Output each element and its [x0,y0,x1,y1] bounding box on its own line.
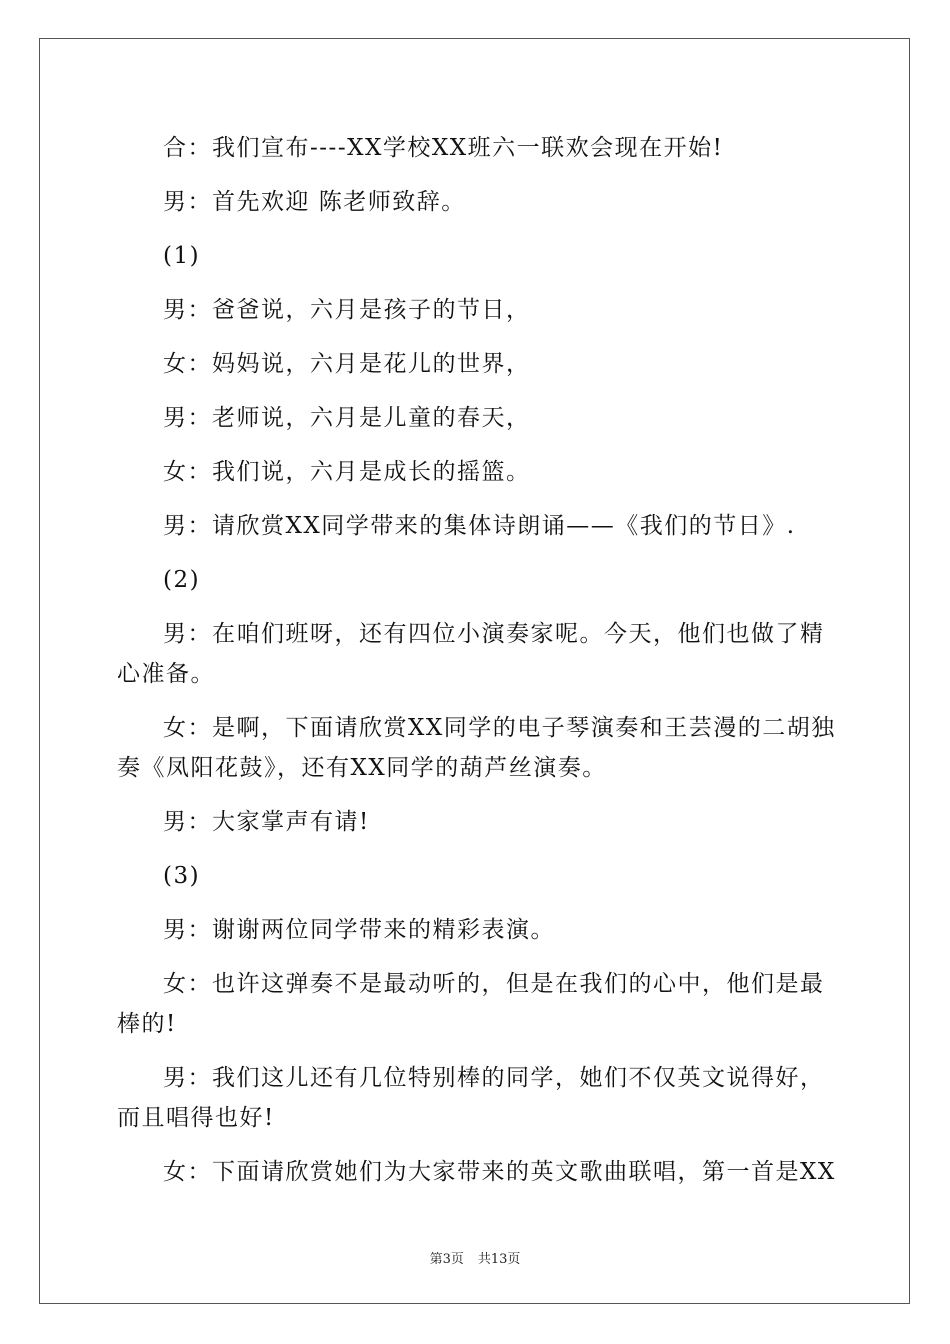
paragraph: (2) [163,567,201,593]
paragraph: 男：我们这儿还有几位特别棒的同学，她们不仅英文说得好，而且唱得也好! [117,1065,825,1131]
page-footer [0,1248,950,1267]
paragraph: 女：是啊，下面请欣赏XX同学的电子琴演奏和王芸漫的二胡独奏《凤阳花鼓》，还有XX同学的葫芦丝演奏。 [117,715,836,781]
paragraph: 男：爸爸说，六月是孩子的节日， [163,297,531,323]
paragraph: 男：老师说，六月是儿童的春天， [163,405,531,431]
page-total: 共13页 [477,1252,521,1267]
paragraph: 男：大家掌声有请! [163,809,370,835]
paragraph: (1) [163,243,201,269]
paragraph: 男：谢谢两位同学带来的精彩表演。 [163,917,555,943]
paragraph: 女：妈妈说，六月是花儿的世界， [163,351,531,377]
paragraph: 女：下面请欣赏她们为大家带来的英文歌曲联唱，第一首是XX [163,1159,836,1185]
page-number: 第3页 [429,1252,464,1267]
paragraph: 男：在咱们班呀，还有四位小演奏家呢。今天，他们也做了精心准备。 [117,621,825,687]
paragraph: 女：我们说，六月是成长的摇篮。 [163,459,531,485]
paragraph: 男：请欣赏XX同学带来的集体诗朗诵——《我们的节日》. [163,513,796,539]
paragraph: 合：我们宣布----XX学校XX班六一联欢会现在开始! [163,135,724,161]
paragraph: 女：也许这弹奏不是最动听的，但是在我们的心中，他们是最棒的! [117,971,825,1037]
document-body [117,128,839,1206]
paragraph: (3) [163,863,201,889]
paragraph: 男：首先欢迎 陈老师致辞。 [163,189,466,215]
